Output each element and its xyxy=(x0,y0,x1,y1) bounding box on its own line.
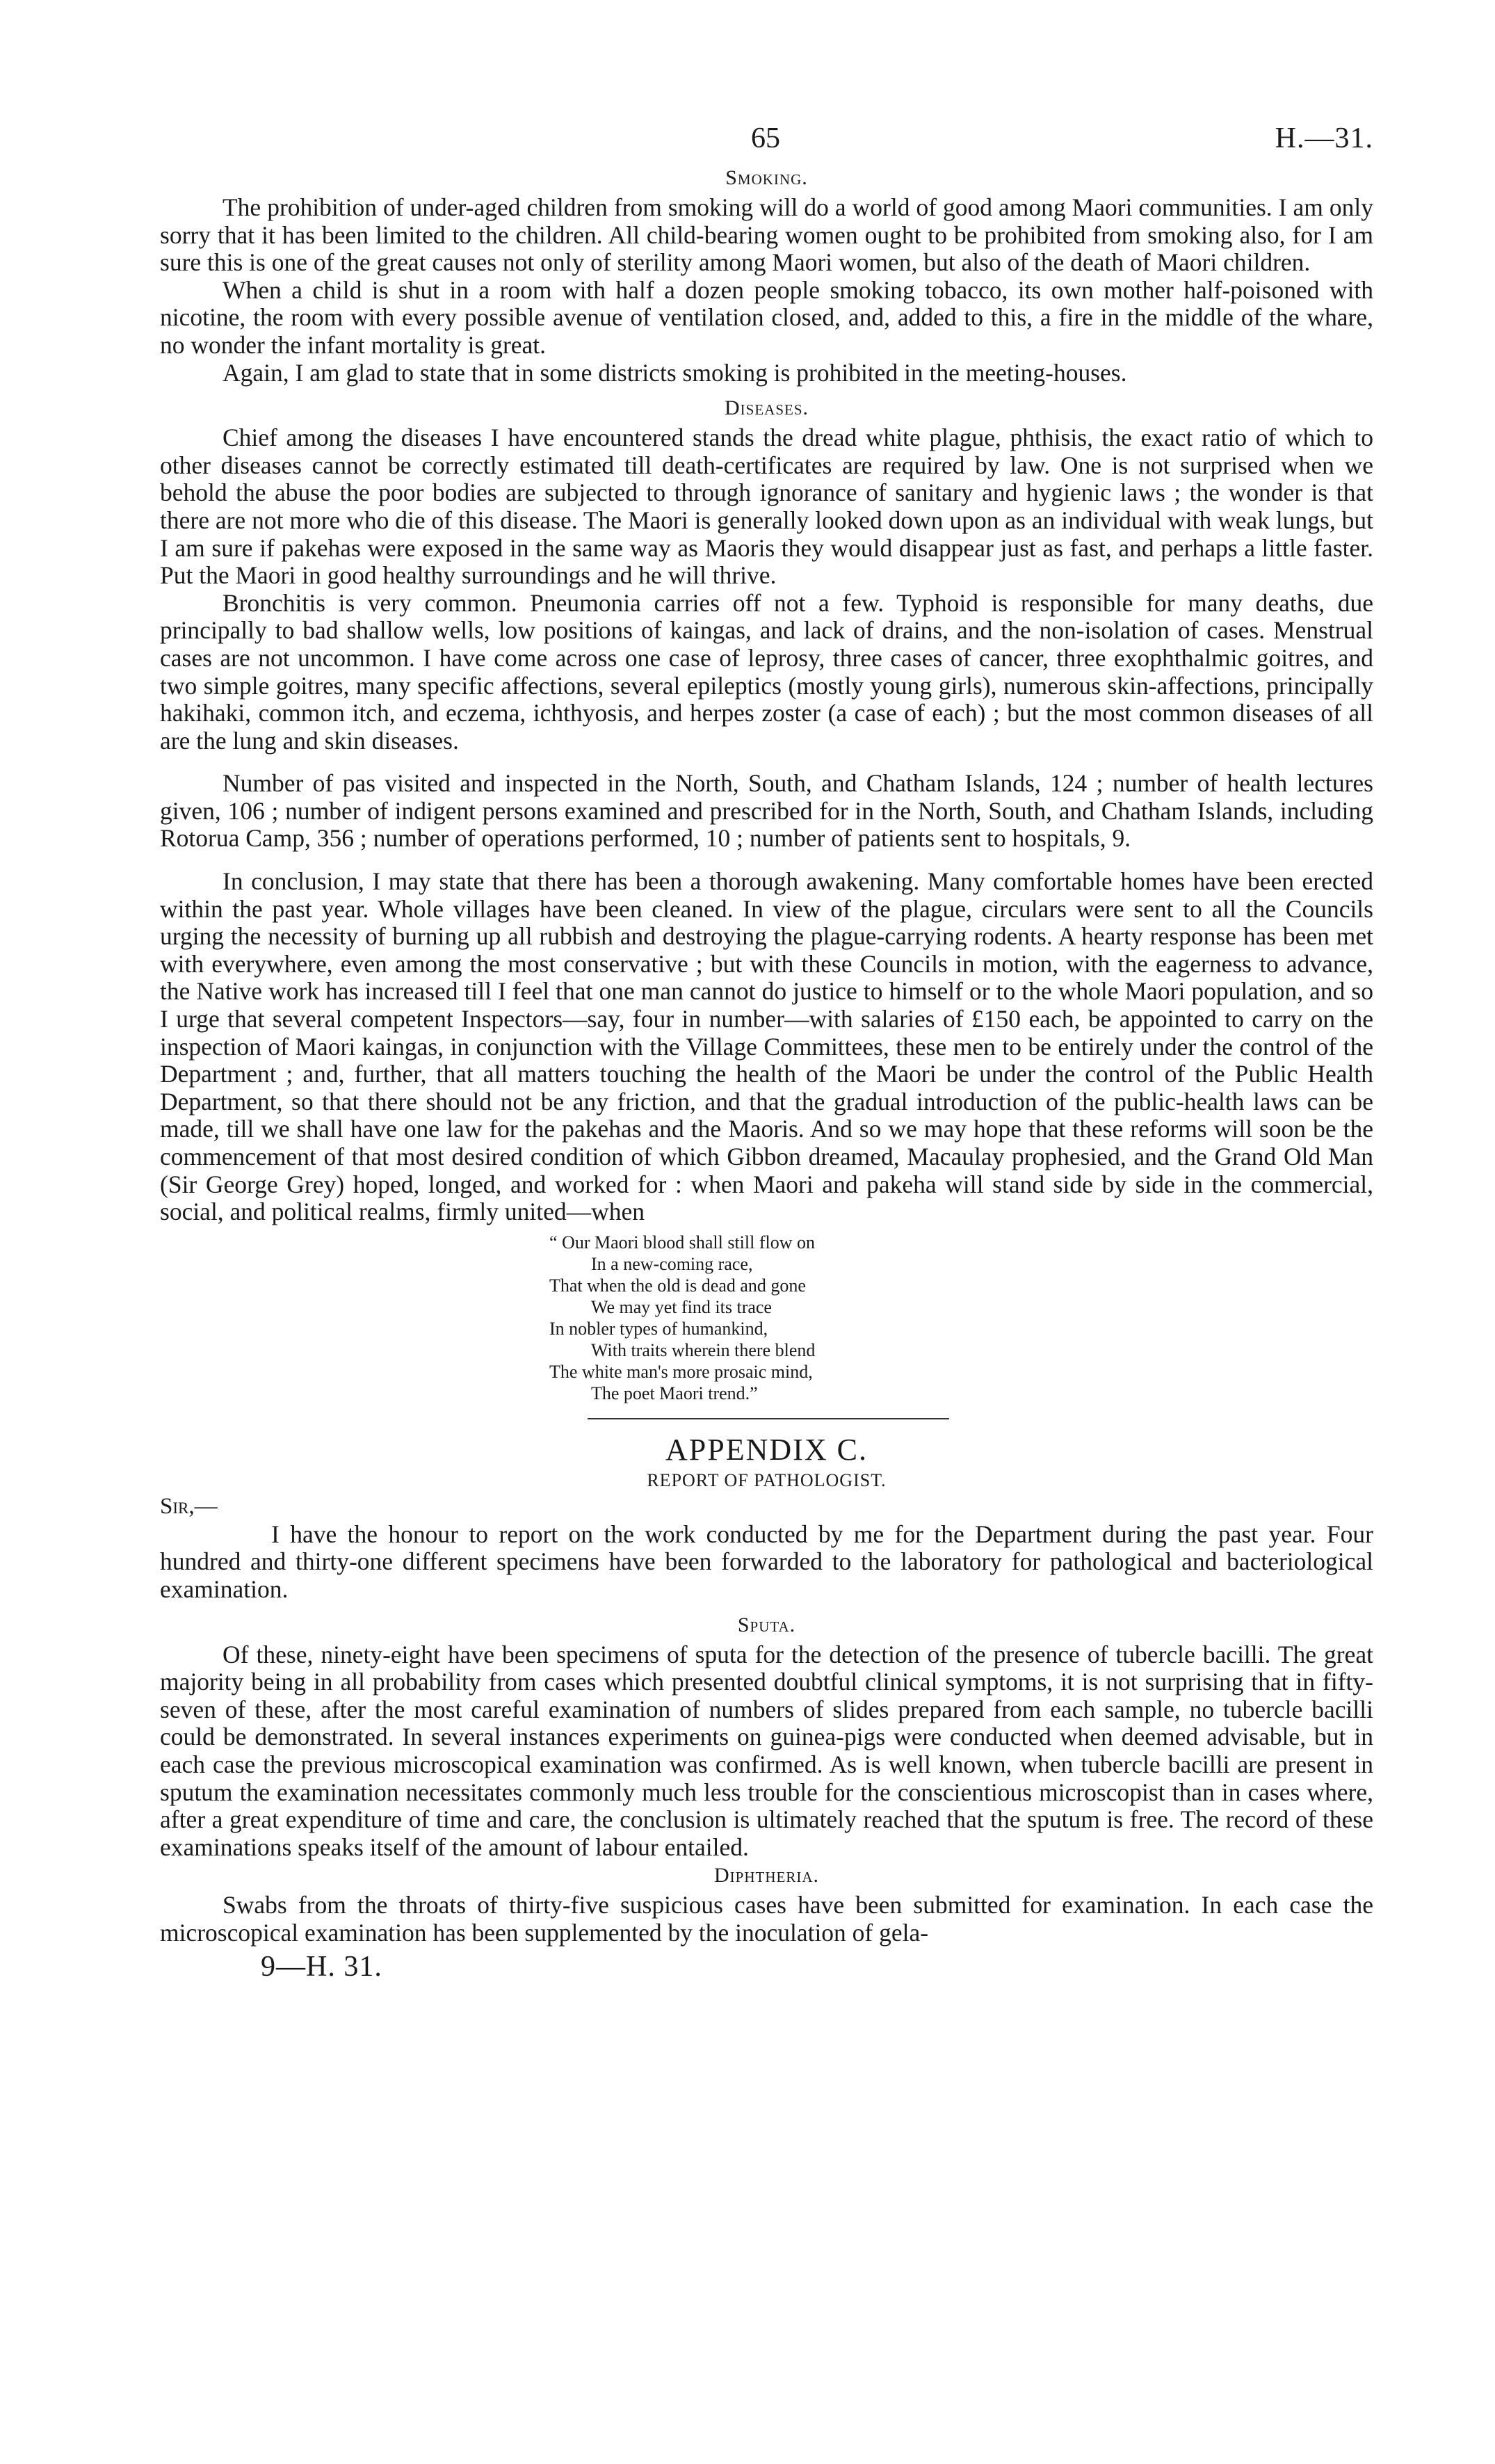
poem-line: “ Our Maori blood shall still flow on xyxy=(549,1232,816,1253)
sputa-section xyxy=(160,1613,1373,1862)
paragraph: Number of pas visited and inspected in the North, South, and Chatham Islands, 124 ; number of health lectures given, 106 ; number of indigent persons examined and prescribed for in the North, South, and Chatham Islands, including Rotorua Camp, 356 ; number of operations performed, 10 ; number of patients sent to hospitals, 9. xyxy=(160,769,1373,853)
paragraph: Swabs from the throats of thirty-five suspicious cases have been submitted for examination. In each case the microscopical examination has been supplemented by the inoculation of gela- xyxy=(160,1891,1373,1947)
paragraph: I have the honour to report on the work conducted by me for the Department during the past year. Four hundred and thirty-one different specimens have been forwarded to the laboratory for pathological and bacteriological examination. xyxy=(160,1520,1373,1603)
poem-line: With traits wherein there blend xyxy=(591,1339,816,1360)
paragraph: Of these, ninety-eight have been specimens of sputa for the detection of the presence of tubercle bacilli. The great majority being in all probability from cases which presented doubtful clinical symptoms, it is not surprising that in fifty-seven of these, after the most careful examination of numbers of slides prepared from each sample, no tubercle bacilli could be demonstrated. In several instances experiments on guinea-pigs were conducted when deemed advisable, but in each case the previous microscopical examination was confirmed. As is well known, when tubercle bacilli are present in sputum the examination necessitates commonly much less trouble for the conscientious microscopist than in cases where, after a great expenditure of time and care, the conclusion is ultimately reached that the sputum is free. The record of these examinations speaks itself of the amount of labour entailed. xyxy=(160,1640,1373,1861)
page-signature: 9—H. 31. xyxy=(261,1950,382,1983)
page xyxy=(160,122,1373,1983)
smoking-heading: Smoking. xyxy=(725,166,808,189)
diseases-heading: Diseases. xyxy=(724,396,809,420)
poem-line: We may yet find its trace xyxy=(591,1296,772,1317)
paragraph: When a child is shut in a room with half a dozen people smoking tobacco, its own mother half-poisoned with nicotine, the room with every possible avenue of ventilation closed, and, added to this, a fire in the middle of the whare, no wonder the infant mortality is great. xyxy=(160,275,1373,359)
appendix-subtitle: REPORT OF PATHOLOGIST. xyxy=(647,1469,887,1490)
paragraph: Chief among the diseases I have encountered stands the dread white plague, phthisis, the exact ratio of which to other diseases cannot be correctly estimated till death-certificates are required by law. One is not surprised when we behold the abuse the poor bodies are subjected to through ignorance of sanitary and hygienic laws ; the wonder is that there are not more who die of this disease. The Maori is generally looked down upon as an individual with weak lungs, but I am sure if pakehas were exposed in the same way as Maoris they would disappear just as fast, and perhaps a little faster. Put the Maori in good healthy surroundings and he will thrive. xyxy=(160,424,1373,590)
paragraph: The prohibition of under-aged children from smoking will do a world of good among Maori communities. I am only sorry that it has been limited to the children. All child-bearing women ought to be prohibited from smoking also, for I am sure this is one of the great causes not only of sterility among Maori women, but also of the death of Maori children. xyxy=(160,193,1373,277)
appendix-section xyxy=(160,1432,1373,1604)
smoking-section xyxy=(160,166,1373,387)
diseases-section xyxy=(160,396,1373,1226)
appendix-title: APPENDIX C. xyxy=(665,1432,868,1467)
document-reference: H.—31. xyxy=(1275,122,1373,154)
diphtheria-heading: Diphtheria. xyxy=(714,1864,819,1887)
poem xyxy=(549,1232,1373,1404)
paragraph: Bronchitis is very common. Pneumonia carries off not a few. Typhoid is responsible for many deaths, due principally to bad shallow wells, low positions of kaingas, and lack of drains, and the non-isolation of cases. Menstrual cases are not uncommon. I have come across one case of leprosy, three cases of cancer, three exophthalmic goitres, and two simple goitres, many specific affections, several epileptics (mostly young girls), numerous skin-affections, principally hakihaki, common itch, and eczema, ichthyosis, and herpes zoster (a case of each) ; but the most common diseases of all are the lung and skin diseases. xyxy=(160,588,1373,755)
page-header xyxy=(160,122,1373,163)
paragraph: In conclusion, I may state that there has been a thorough awakening. Many comfortable homes have been erected within the past year. Whole villages have been cleaned. In view of the plague, circulars were sent to all the Councils urging the necessity of burning up all rubbish and destroying the plague-carrying rodents. A hearty response has been met with everywhere, even among the most conservative ; but with these Councils in motion, with the eagerness to advance, the Native work has increased till I feel that one man cannot do justice to himself or to the whole Maori population, and so I urge that several competent Inspectors—say, four in number—with salaries of £150 each, be appointed to carry on the inspection of Maori kaingas, in conjunction with the Village Committees, these men to be entirely under the control of the Department ; and, further, that all matters touching the health of the Maori be under the control of the Public Health Department, so that there should not be any friction, and that the gradual introduction of the public-health laws can be made, till we shall have one law for the pakehas and the Maoris. And so we may hope that these reforms will soon be the commencement of that most desired condition of which Gibbon dreamed, Macaulay prophesied, and the Grand Old Man (Sir George Grey) hoped, longed, and worked for : when Maori and pakeha will stand side by side in the commercial, social, and political realms, firmly united—when xyxy=(160,867,1373,1226)
poem-line: The poet Maori trend.” xyxy=(591,1383,758,1403)
salutation: Sir,— xyxy=(160,1493,218,1519)
diphtheria-section xyxy=(160,1864,1373,1947)
divider xyxy=(588,1418,949,1419)
poem-line: The white man's more prosaic mind, xyxy=(549,1361,813,1382)
poem-line: In nobler types of humankind, xyxy=(549,1318,768,1339)
paragraph: Again, I am glad to state that in some districts smoking is prohibited in the meeting-houses. xyxy=(223,358,1127,387)
sputa-heading: Sputa. xyxy=(737,1613,796,1636)
poem-line: In a new-coming race, xyxy=(591,1253,753,1274)
page-number: 65 xyxy=(751,122,780,154)
poem-line: That when the old is dead and gone xyxy=(549,1275,806,1296)
